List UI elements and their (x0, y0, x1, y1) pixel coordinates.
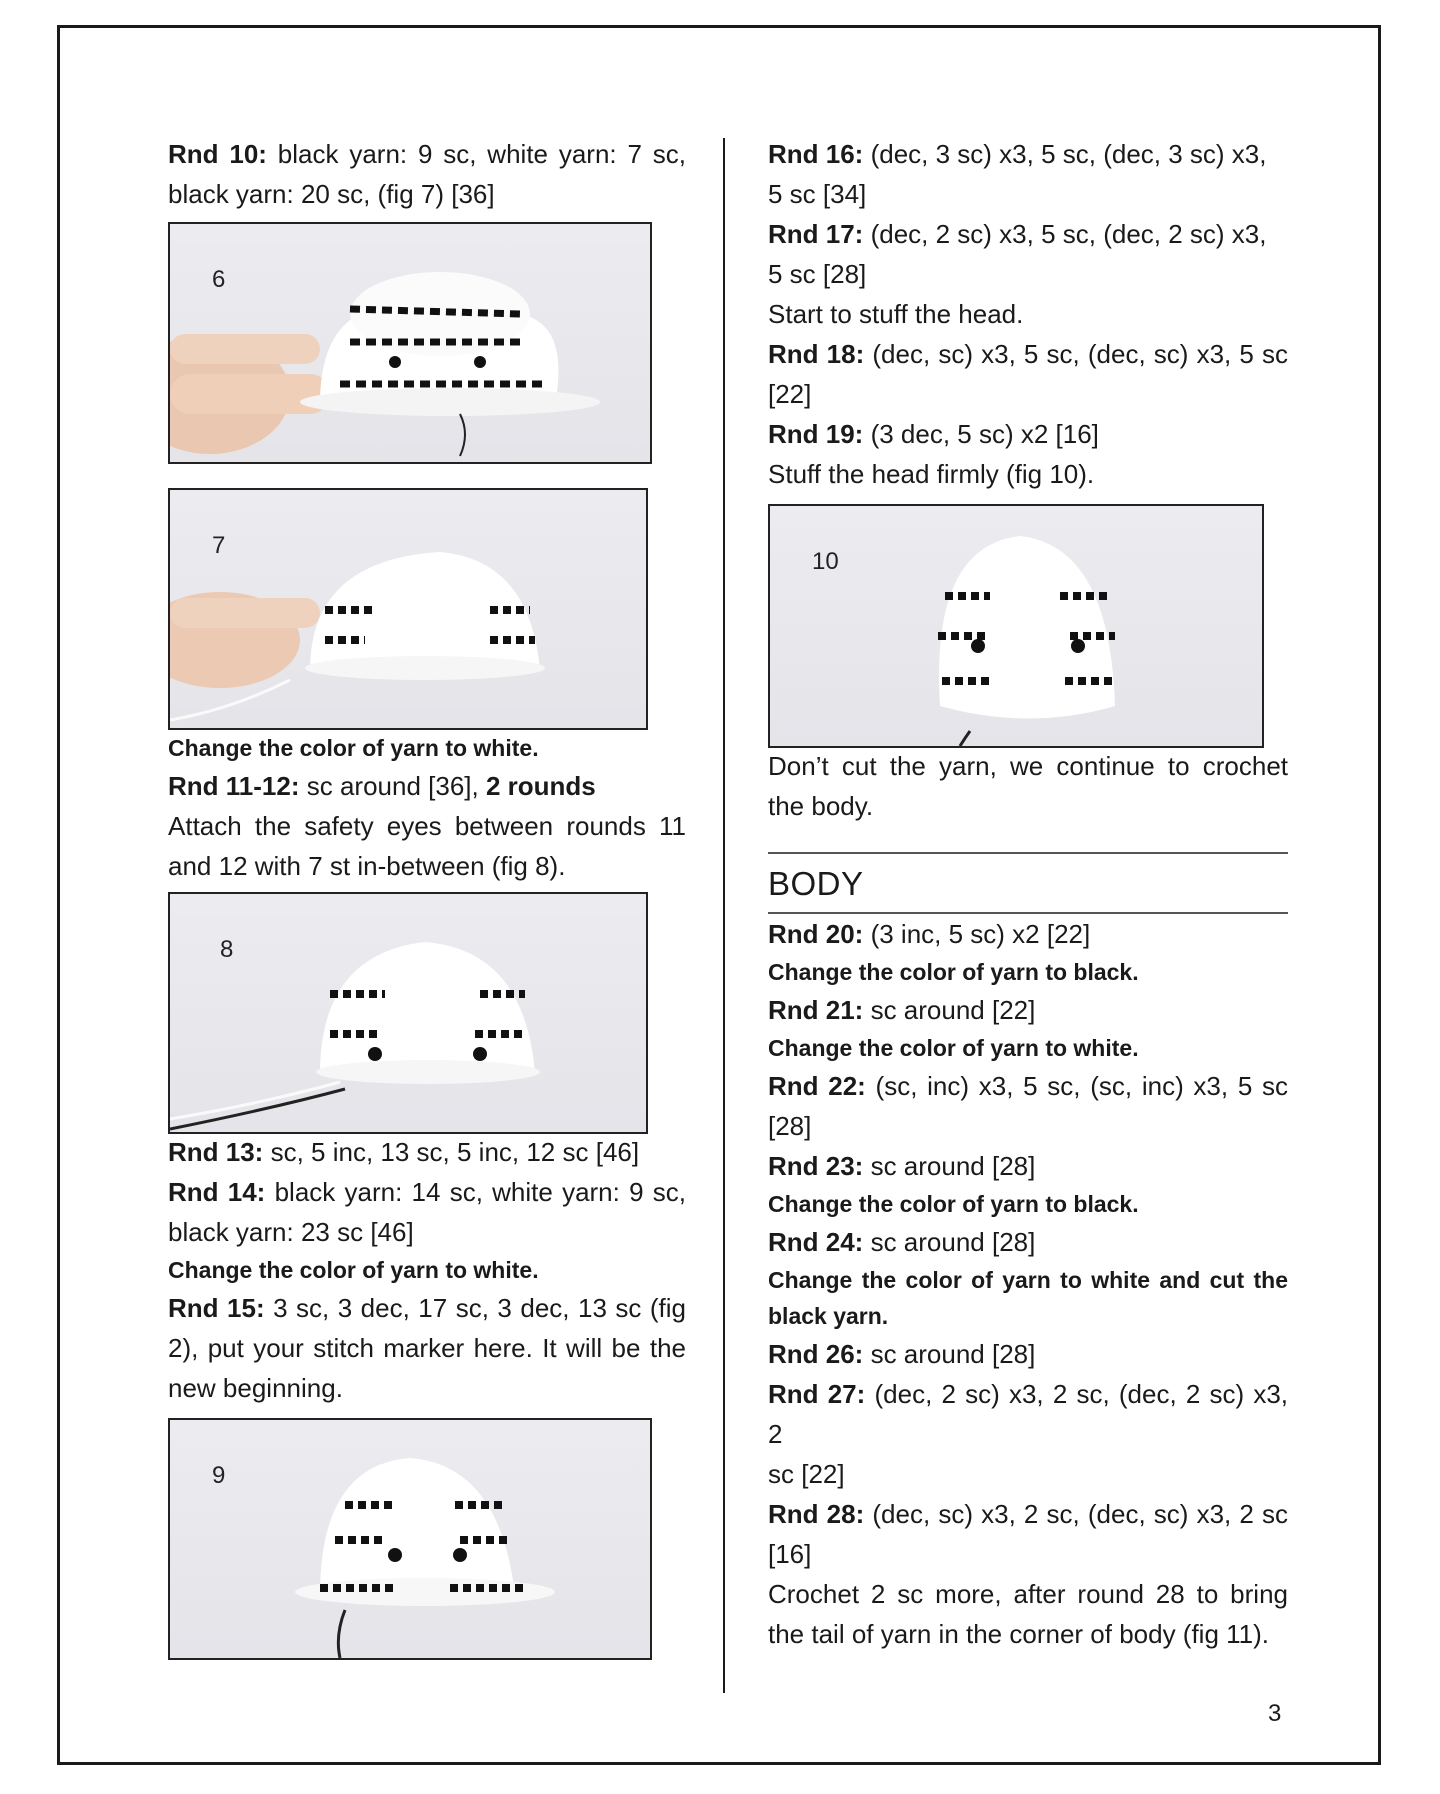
column-divider (723, 138, 725, 1693)
rnd11-12-line: Rnd 11-12: sc around [36], 2 rounds (168, 771, 596, 801)
right-column (768, 134, 1288, 1654)
figure-10-photo (768, 504, 1264, 748)
crochet-hat-illustration (170, 224, 650, 462)
rnd10-line2: black yarn: 20 sc, (fig 7) [36] (168, 179, 495, 209)
rnd28-line1: Rnd 28: (dec, sc) x3, 2 sc, (dec, sc) x3, 2 sc (768, 1499, 1288, 1529)
crochet-hat-illustration (170, 894, 646, 1132)
rnd20-line: Rnd 20: (3 inc, 5 sc) x2 [22] (768, 919, 1091, 949)
rnd18-line1: Rnd 18: (dec, sc) x3, 5 sc, (dec, sc) x3, 5 sc (768, 339, 1288, 369)
tail-line1: Crochet 2 sc more, after round 28 to bring (768, 1579, 1288, 1609)
rnd15-line2: 2), put your stitch marker here. It will be the (168, 1333, 686, 1363)
rnd14-line2: black yarn: 23 sc [46] (168, 1217, 414, 1247)
rnd27-line2: sc [22] (768, 1459, 845, 1489)
figure-10-number: 10 (812, 548, 839, 575)
note-change-to-white: Change the color of yarn to white. (168, 735, 539, 761)
crochet-head-illustration (770, 506, 1262, 746)
rnd28-line2: [16] (768, 1539, 812, 1569)
body-section (768, 852, 1288, 914)
figure-8-number: 8 (220, 936, 234, 963)
dont-cut-line2: the body. (768, 791, 874, 821)
rnd15-line3: new beginning. (168, 1373, 343, 1403)
rnd14-line1: Rnd 14: black yarn: 14 sc, white yarn: 9 sc, (168, 1177, 687, 1207)
note-change-to-white-3: Change the color of yarn to white. (768, 1035, 1139, 1061)
rnd19-line: Rnd 19: (3 dec, 5 sc) x2 [16] (768, 419, 1099, 449)
eyes-line2: and 12 with 7 st in-between (fig 8). (168, 851, 566, 881)
rnd17-line2: 5 sc [28] (768, 259, 867, 289)
rnd13-line: Rnd 13: sc, 5 inc, 13 sc, 5 inc, 12 sc [46] (168, 1137, 640, 1167)
note-white-cut-line1: Change the color of yarn to white and cut the (768, 1267, 1288, 1293)
rnd18-line2: [22] (768, 379, 812, 409)
rnd24-line: Rnd 24: sc around [28] (768, 1227, 1036, 1257)
rnd16-line1: Rnd 16: (dec, 3 sc) x3, 5 sc, (dec, 3 sc) x3, (768, 139, 1267, 169)
left-column (168, 134, 686, 1660)
figure-6-number: 6 (212, 266, 226, 293)
section-title-body: BODY (768, 865, 864, 902)
figure-9-number: 9 (212, 1462, 226, 1489)
rnd17-line1: Rnd 17: (dec, 2 sc) x3, 5 sc, (dec, 2 sc) x3, (768, 219, 1267, 249)
dont-cut-line1: Don’t cut the yarn, we continue to crochet (768, 751, 1288, 781)
rnd16-line2: 5 sc [34] (768, 179, 867, 209)
figure-9-photo (168, 1418, 652, 1660)
note-change-to-white-2: Change the color of yarn to white. (168, 1257, 539, 1283)
tail-line2: the tail of yarn in the corner of body (fig 11). (768, 1619, 1270, 1649)
rnd27-line1: Rnd 27: (dec, 2 sc) x3, 2 sc, (dec, 2 sc) x3, 2 (768, 1379, 1289, 1449)
note-change-to-black-2: Change the color of yarn to black. (768, 1191, 1139, 1217)
rnd26-line: Rnd 26: sc around [28] (768, 1339, 1036, 1369)
stuff-start: Start to stuff the head. (768, 299, 1024, 329)
figure-8-photo (168, 892, 648, 1134)
crochet-hat-illustration (170, 1420, 650, 1658)
note-white-cut-line2: black yarn. (768, 1303, 889, 1329)
rnd10-line1: Rnd 10: black yarn: 9 sc, white yarn: 7 sc, (168, 139, 686, 169)
rnd22-line1: Rnd 22: (sc, inc) x3, 5 sc, (sc, inc) x3, 5 sc (768, 1071, 1288, 1101)
figure-6-photo (168, 222, 652, 464)
note-change-to-black: Change the color of yarn to black. (768, 959, 1139, 985)
figure-7-number: 7 (212, 532, 226, 559)
rnd22-line2: [28] (768, 1111, 812, 1141)
rnd21-line: Rnd 21: sc around [22] (768, 995, 1036, 1025)
eyes-line1: Attach the safety eyes between rounds 11 (168, 811, 686, 841)
figure-7-photo (168, 488, 648, 730)
rnd23-line: Rnd 23: sc around [28] (768, 1151, 1036, 1181)
stuff-firm: Stuff the head firmly (fig 10). (768, 459, 1095, 489)
rnd15-line1: Rnd 15: 3 sc, 3 dec, 17 sc, 3 dec, 13 sc (fig (168, 1293, 686, 1323)
page-number: 3 (1268, 1700, 1282, 1727)
crochet-hat-illustration (170, 490, 646, 728)
